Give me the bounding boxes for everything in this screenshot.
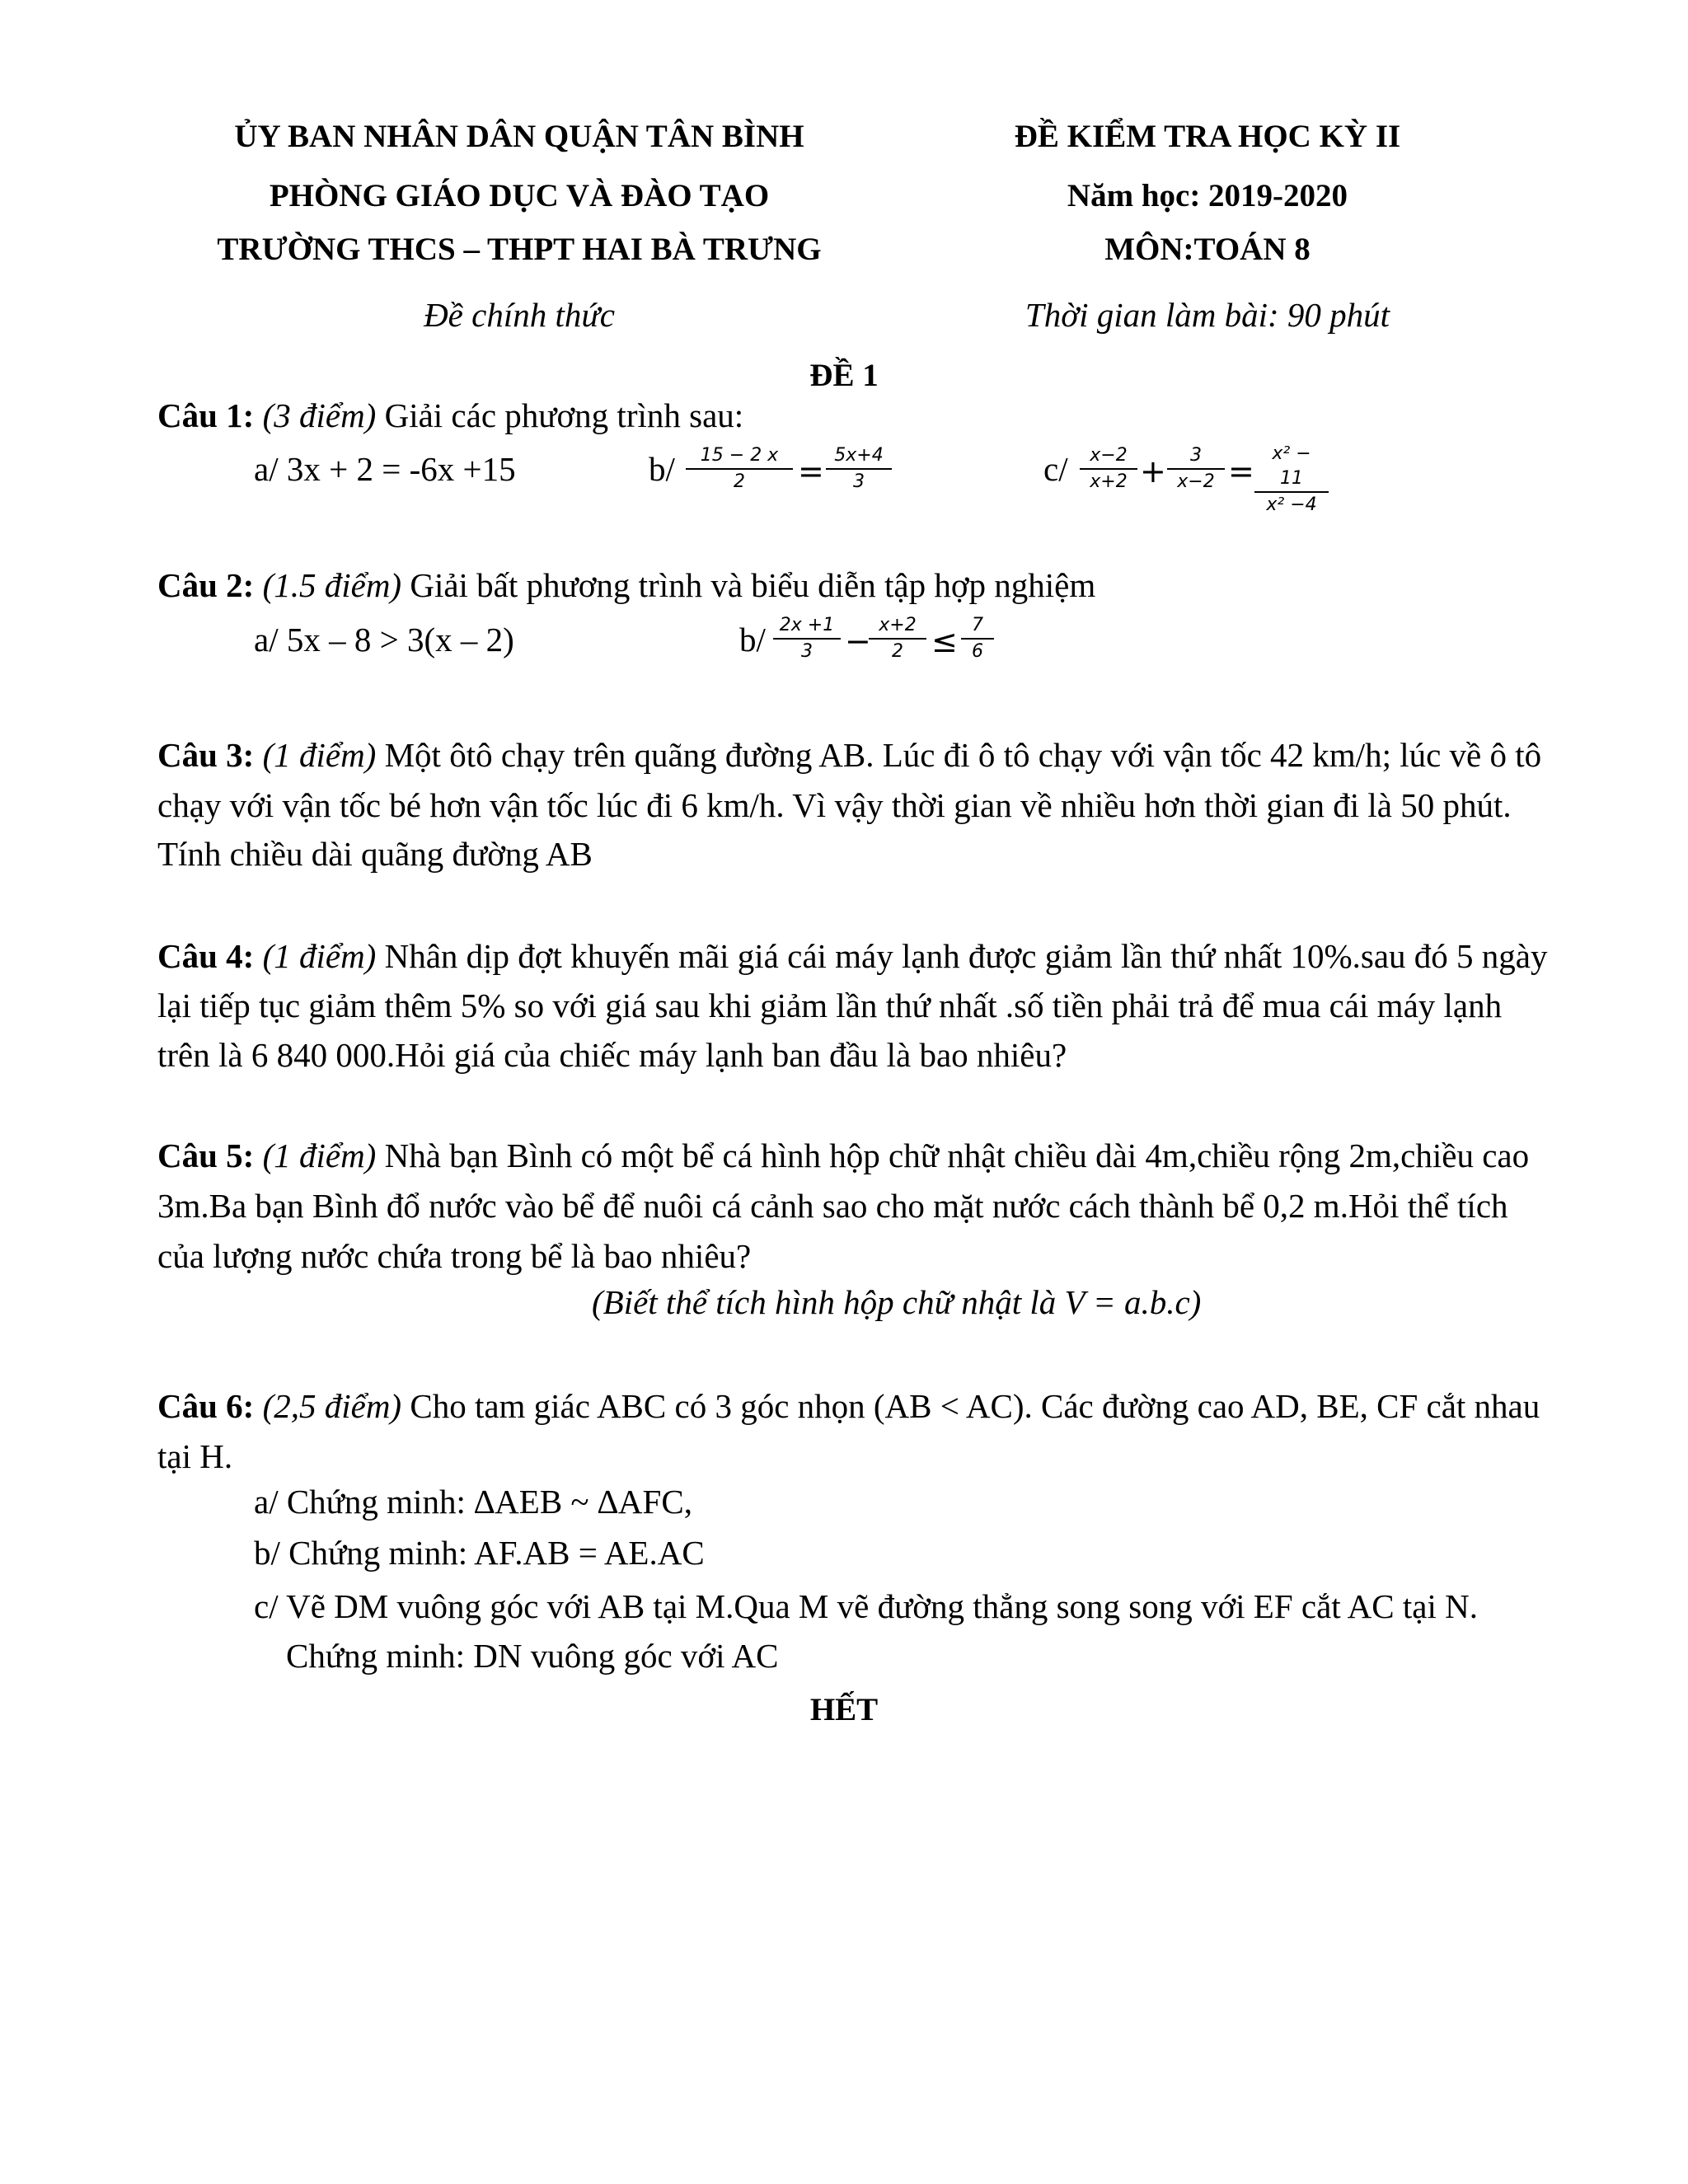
q5-hint: (Biết thể tích hình hộp chữ nhật là V = a.b.c)	[592, 1283, 1202, 1321]
q2-part-b-label: b/	[739, 621, 766, 658]
header-right-line-3: MÔN:TOÁN 8	[1104, 232, 1311, 267]
official-label: Đề chính thức	[424, 296, 615, 334]
q1-title: Câu 1: (3 điểm) Giải các phương trình sau:	[157, 396, 744, 434]
q6-line-2: tại H.	[157, 1437, 233, 1475]
q4-line-3: trên là 6 840 000.Hỏi giá của chiếc máy lạnh ban đầu là bao nhiêu?	[157, 1036, 1067, 1074]
q4-line-2: lại tiếp tục giảm thêm 5% so với giá sau khi giảm lần thứ nhất .số tiền phải trả để mua cái máy lạnh	[157, 987, 1503, 1024]
q2-b-fraction-1: $\frac{2x +1}{3}$	[773, 613, 841, 664]
q6-part-a: a/ Chứng minh: ∆AEB ~ ∆AFC,	[254, 1483, 692, 1521]
q1-c-fraction-2: $\frac{3}{x-2}$	[1167, 443, 1225, 494]
exam-code: ĐỀ 1	[809, 358, 879, 393]
q1-c-fraction-3: $\frac{\text{x² − 11}}{\text{x² −4}}$	[1254, 442, 1329, 518]
q4-line-1: Câu 4: (1 điểm) Nhân dịp đợt khuyến mãi giá cái máy lạnh được giảm lần thứ nhất 10%.sau đó 5 ngày	[157, 937, 1548, 975]
header-right-line-2: Năm học: 2019-2020	[1067, 178, 1348, 213]
q1-b-fraction-2: $\frac{5x+4}{3}$	[826, 443, 892, 494]
q5-line-3: của lượng nước chứa trong bể là bao nhiêu?	[157, 1237, 752, 1275]
q6-part-c-line-2: Chứng minh: DN vuông góc với AC	[286, 1637, 779, 1675]
end-marker: HẾT	[809, 1692, 879, 1727]
q6-part-c-line-1: c/ Vẽ DM vuông góc với AB tại M.Qua M vẽ đường thẳng song song với EF cắt AC tại N.	[254, 1587, 1478, 1625]
q1-b-fraction-1: $\frac{15 - 2 x}{2}$	[686, 443, 793, 494]
q2-b-minus: −	[845, 623, 871, 659]
time-limit: Thời gian làm bài: 90 phút	[1025, 296, 1390, 334]
q1-c-fraction-1: $\frac{x-2}{x+2}$	[1080, 443, 1137, 494]
header-left-line-2: PHÒNG GIÁO DỤC VÀ ĐÀO TẠO	[269, 178, 770, 213]
q3-line-1: Câu 3: (1 điểm) Một ôtô chạy trên quãng đường AB. Lúc đi ô tô chạy với vận tốc 42 km/h; lúc về ô tô	[157, 736, 1542, 774]
q1-c-plus: +	[1140, 453, 1166, 490]
header-right-line-1: ĐỀ KIỂM TRA HỌC KỲ II	[1014, 119, 1401, 154]
q6-line-1: Câu 6: (2,5 điểm) Cho tam giác ABC có 3 góc nhọn (AB < AC). Các đường cao AD, BE, CF cắt nhau	[157, 1387, 1540, 1425]
header-left-line-1: ỦY BAN NHÂN DÂN QUẬN TÂN BÌNH	[234, 119, 804, 154]
q3-line-3: Tính chiều dài quãng đường AB	[157, 835, 593, 873]
q1-c-equals: =	[1228, 453, 1254, 490]
q2-b-fraction-3: $\frac{7}{6}$	[961, 613, 994, 664]
q1-part-b-label: b/	[649, 450, 675, 488]
q2-part-a: a/ 5x – 8 > 3(x – 2)	[254, 621, 514, 658]
q2-title: Câu 2: (1.5 điểm) Giải bất phương trình và biểu diễn tập hợp nghiệm	[157, 566, 1096, 604]
q5-line-1: Câu 5: (1 điểm) Nhà bạn Bình có một bể cá hình hộp chữ nhật chiều dài 4m,chiều rộng 2m,chiều cao	[157, 1137, 1530, 1174]
q6-part-b: b/ Chứng minh: AF.AB = AE.AC	[254, 1534, 705, 1572]
q5-line-2: 3m.Ba bạn Bình đổ nước vào bể để nuôi cá cảnh sao cho mặt nước cách thành bể 0,2 m.Hỏi thể tích	[157, 1187, 1508, 1225]
q1-b-equals: =	[798, 453, 824, 490]
header-left-line-3: TRƯỜNG THCS – THPT HAI BÀ TRƯNG	[217, 232, 822, 267]
q3-line-2: chạy với vận tốc bé hơn vận tốc lúc đi 6 km/h. Vì vậy thời gian về nhiều hơn thời gian đi là 50 phút.	[157, 786, 1512, 824]
q1-part-a: a/ 3x + 2 = -6x +15	[254, 450, 516, 488]
q2-b-leq: ≤	[931, 623, 958, 659]
q2-b-fraction-2: $\frac{x+2}{2}$	[869, 613, 926, 664]
q1-part-c-label: c/	[1043, 450, 1068, 488]
